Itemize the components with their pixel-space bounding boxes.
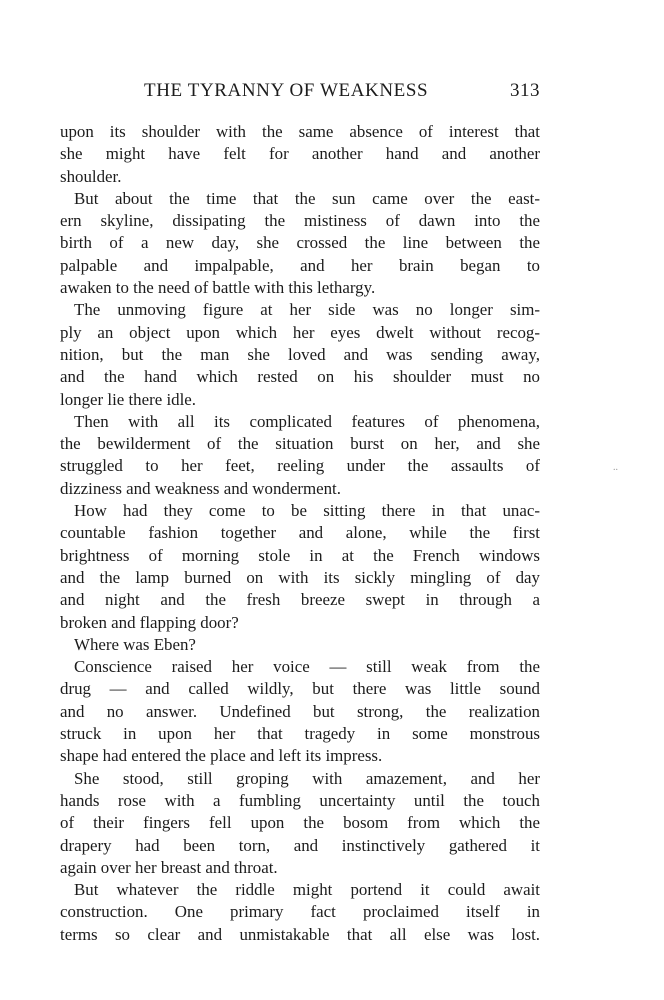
text-line: upon its shoulder with the same absence of interest that (60, 122, 540, 141)
text-line: and no answer. Undefined but strong, the realization (60, 701, 540, 721)
text-line: drug — and called wildly, but there was little sound (60, 679, 540, 699)
print-speck-mark: .. (613, 462, 618, 473)
text-line: ern skyline, dissipating the mistiness of dawn into the (60, 211, 540, 231)
text-line: longer lie there idle. (60, 389, 197, 409)
text-line: drapery had been torn, and instinctively gathered it (60, 835, 540, 855)
text-line: struck in upon her that tragedy in some monstrous (60, 724, 540, 744)
text-line: and the hand which rested on his shoulder must no (60, 367, 540, 387)
text-line: How had they come to be sitting there in that unac- (74, 501, 540, 521)
text-line: she might have felt for another hand and another (60, 144, 540, 164)
text-line: dizziness and weakness and wonderment. (60, 478, 341, 498)
text-line: countable fashion together and alone, while the first (60, 523, 540, 543)
running-header (66, 80, 546, 106)
text-line: But about the time that the sun came over the east- (74, 188, 540, 208)
text-line: ply an object upon which her eyes dwelt without recog- (60, 322, 540, 342)
text-line: But whatever the riddle might portend it could await (74, 880, 540, 900)
text-line: She stood, still groping with amazement, and her (74, 768, 540, 788)
text-line: of their fingers fell upon the bosom from which the (60, 813, 540, 833)
text-line: and the lamp burned on with its sickly mingling of day (60, 567, 540, 587)
text-line: the bewilderment of the situation burst on her, and she (60, 434, 540, 454)
text-line: broken and flapping door? (60, 612, 239, 632)
text-line: hands rose with a fumbling uncertainty until the touch (60, 790, 540, 810)
text-line: terms so clear and unmistakable that all else was lost. (60, 924, 540, 944)
text-line: awaken to the need of battle with this lethargy. (60, 278, 376, 298)
text-line: birth of a new day, she crossed the line between the (60, 233, 540, 253)
text-line: struggled to her feet, reeling under the assaults of (60, 456, 540, 476)
running-title: THE TYRANNY OF WEAKNESS (144, 80, 429, 101)
text-line: construction. One primary fact proclaimed itself in (60, 902, 540, 922)
text-line: brightness of morning stole in at the French windows (60, 545, 540, 565)
text-line: shoulder. (60, 166, 122, 186)
text-line: The unmoving figure at her side was no longer sim- (74, 300, 540, 320)
text-line: nition, but the man she loved and was sending away, (60, 344, 540, 364)
text-line: shape had entered the place and left its impress. (60, 746, 383, 766)
text-line: Conscience raised her voice — still weak from the (74, 657, 540, 677)
text-line: Then with all its complicated features of phenomena, (74, 411, 540, 431)
text-line: again over her breast and throat. (60, 857, 278, 877)
text-line: Where was Eben? (74, 634, 196, 654)
text-line: and night and the fresh breeze swept in through a (60, 590, 540, 610)
page-number: 313 (510, 80, 540, 101)
body-text (60, 121, 540, 946)
text-line: palpable and impalpable, and her brain began to (60, 255, 540, 275)
